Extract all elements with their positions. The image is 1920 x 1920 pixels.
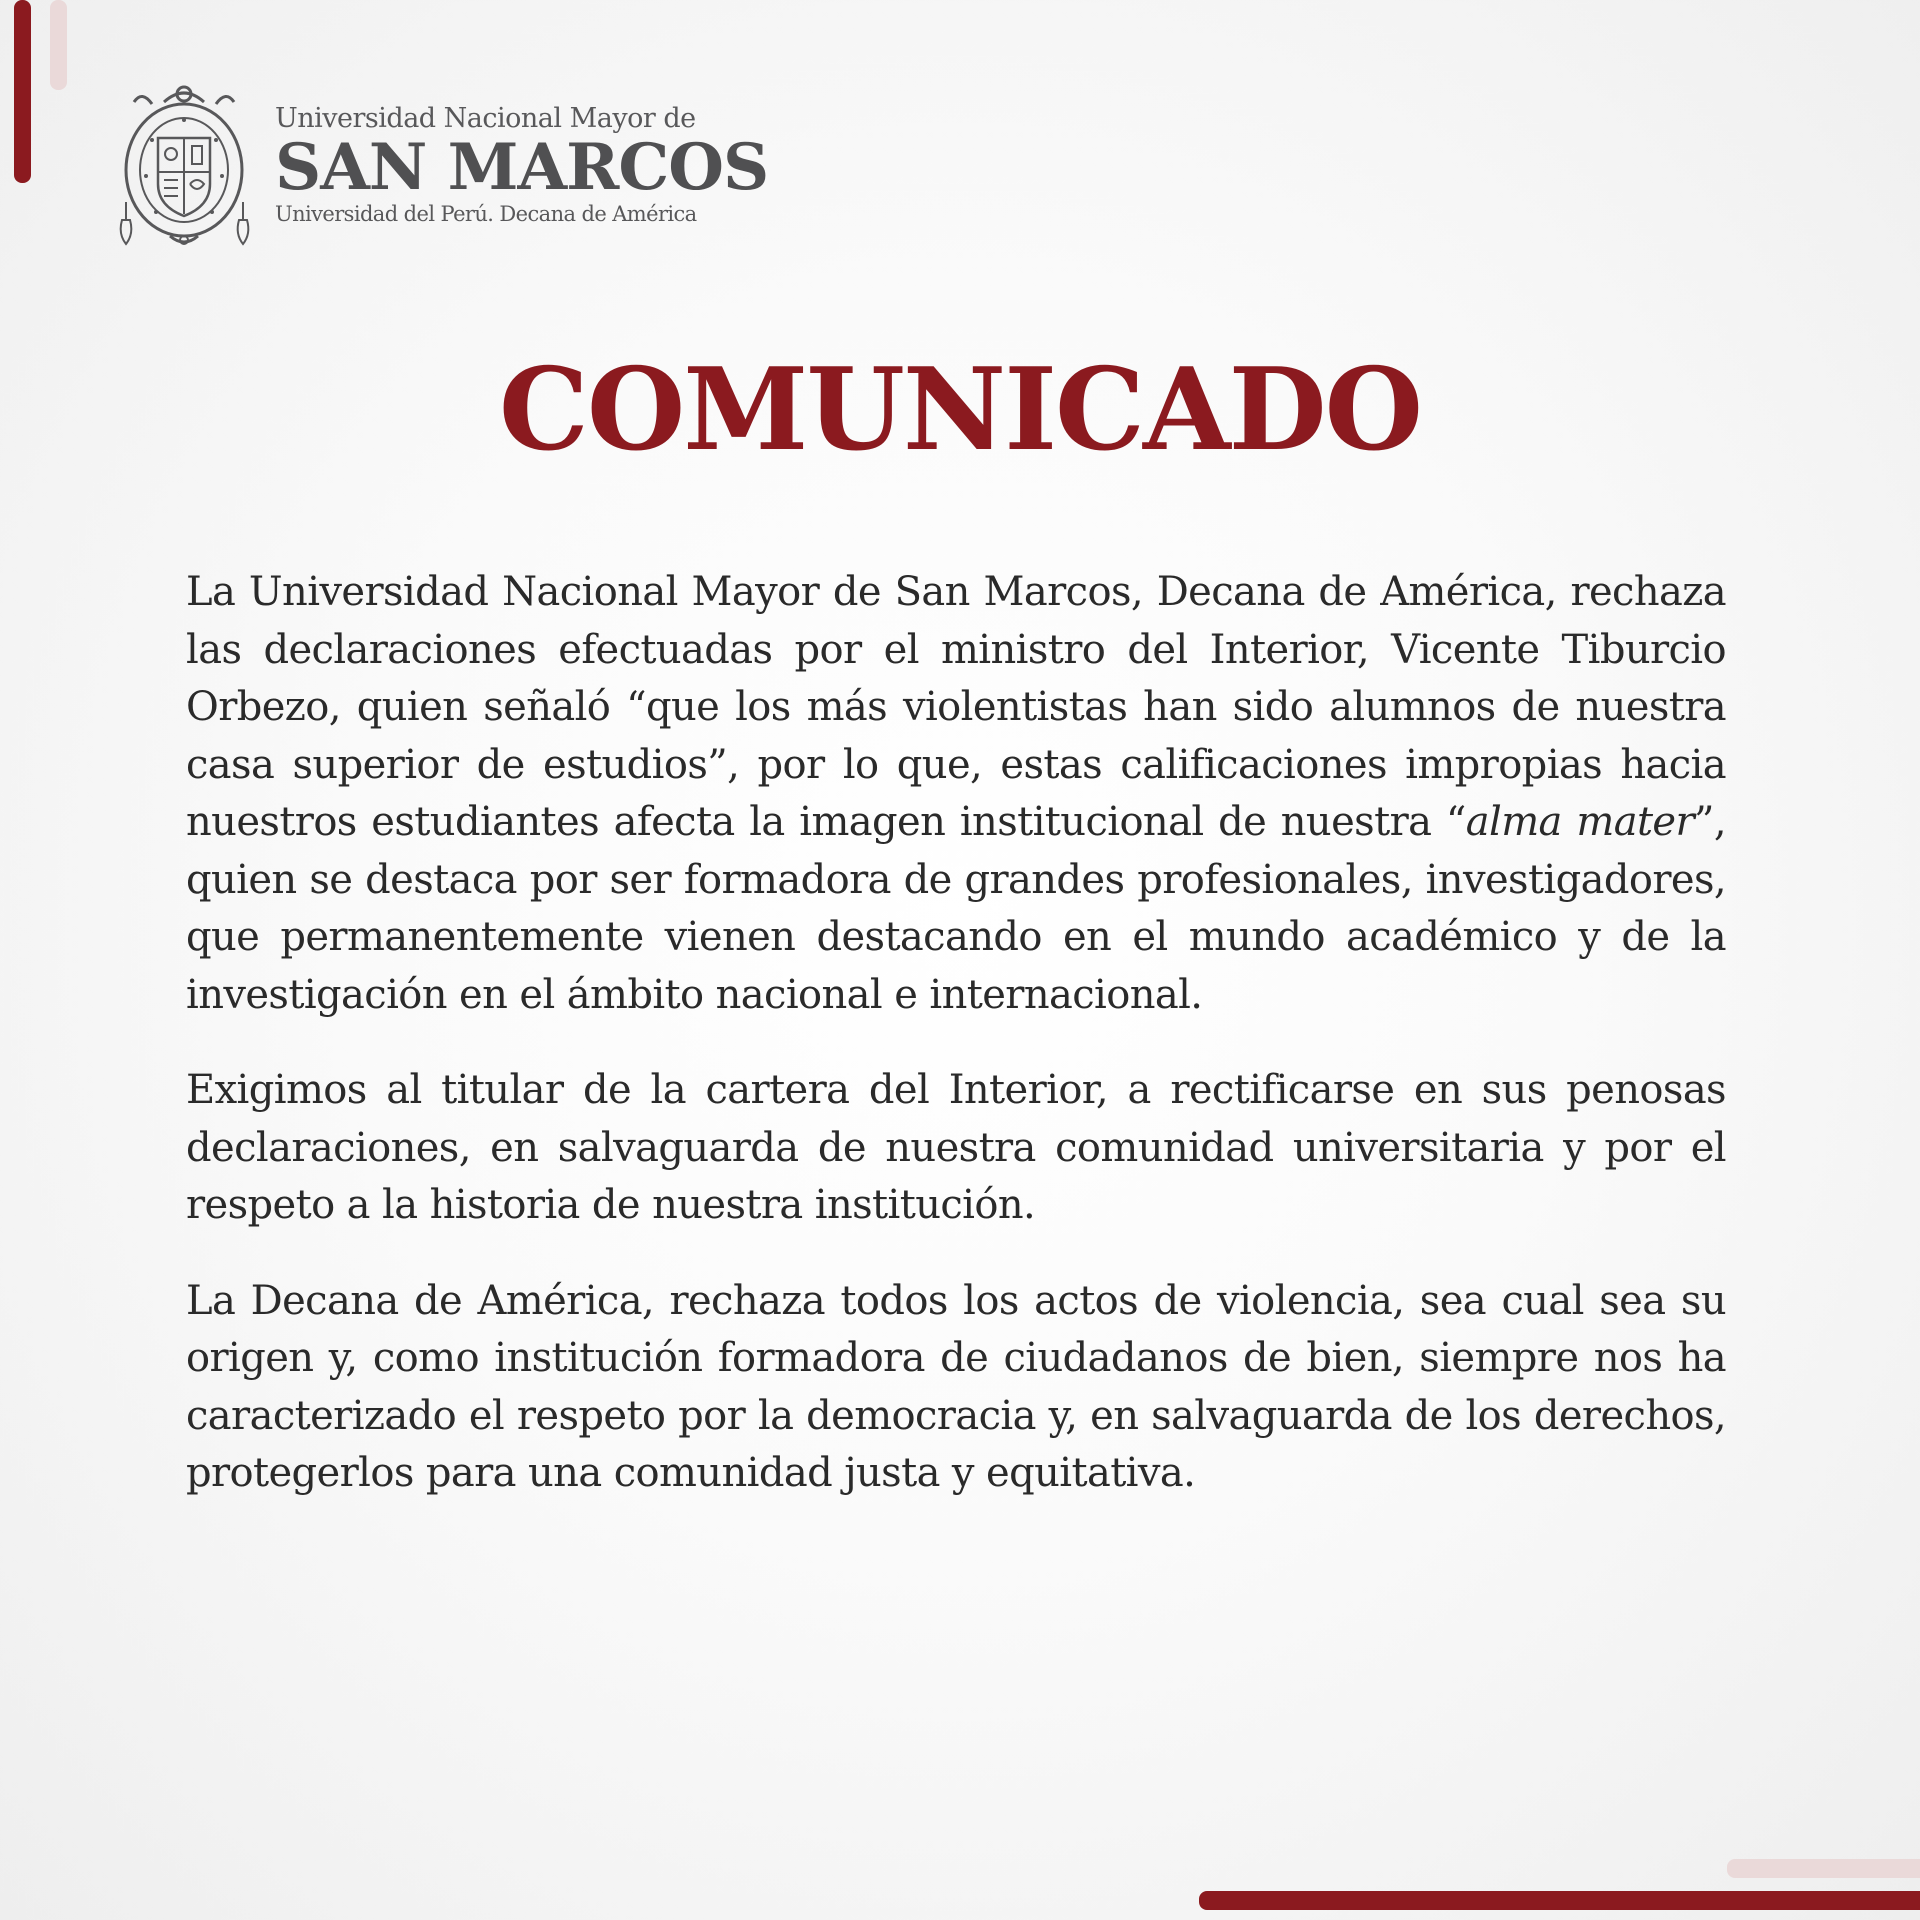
brand-line1: Universidad Nacional Mayor de — [275, 103, 696, 134]
paragraph-2: Exigimos al titular de la cartera del Interior, a rectificarse en sus penosas declaraciones, en salvaguarda de nuestra comunidad universitaria y por el respeto a la historia de nuestra institución. — [186, 1067, 1726, 1228]
brand-text — [275, 102, 768, 228]
header-logo-block — [112, 80, 768, 250]
accent-bar-bottom-dark — [1199, 1891, 1920, 1910]
accent-bar-top-light — [50, 0, 67, 90]
brand-name: SAN MARCOS — [275, 130, 769, 205]
accent-bar-bottom-light — [1727, 1859, 1920, 1878]
paragraph-1-part2: ”, quien se destaca por ser formadora de grandes profesionales, investigadores, que permanentemente vienen destacando en el mundo académico y de la investigación en el ámbito nacional e internacional. — [186, 799, 1726, 1018]
university-seal-icon — [112, 80, 257, 250]
page-title: COMUNICADO — [498, 343, 1422, 476]
paragraph-1 — [186, 564, 1726, 1024]
paragraph-1-italic: alma mater — [1465, 799, 1695, 845]
paragraph-3: La Decana de América, rechaza todos los actos de violencia, sea cual sea su origen y, como institución formadora de ciudadanos de bien, siempre nos ha caracterizado el respeto por la democracia y, en salvaguarda de los derechos, protegerlos para una comunidad justa y equitativa. — [186, 1277, 1726, 1496]
accent-bar-top-dark — [14, 0, 31, 183]
paragraph-1-part1: La Universidad Nacional Mayor de San Marcos, Decana de América, rechaza las declaraciones efectuadas por el ministro del Interior, Vicente Tiburcio Orbezo, quien señaló “que los más violentistas han sido alumnos de nuestra casa superior de estudios”, por lo que, estas calificaciones impropias hacia nuestros estudiantes afecta la imagen institucional de nuestra “ — [186, 569, 1726, 845]
brand-tagline: Universidad del Perú. Decana de América — [275, 202, 697, 226]
statement-body — [186, 564, 1726, 1541]
